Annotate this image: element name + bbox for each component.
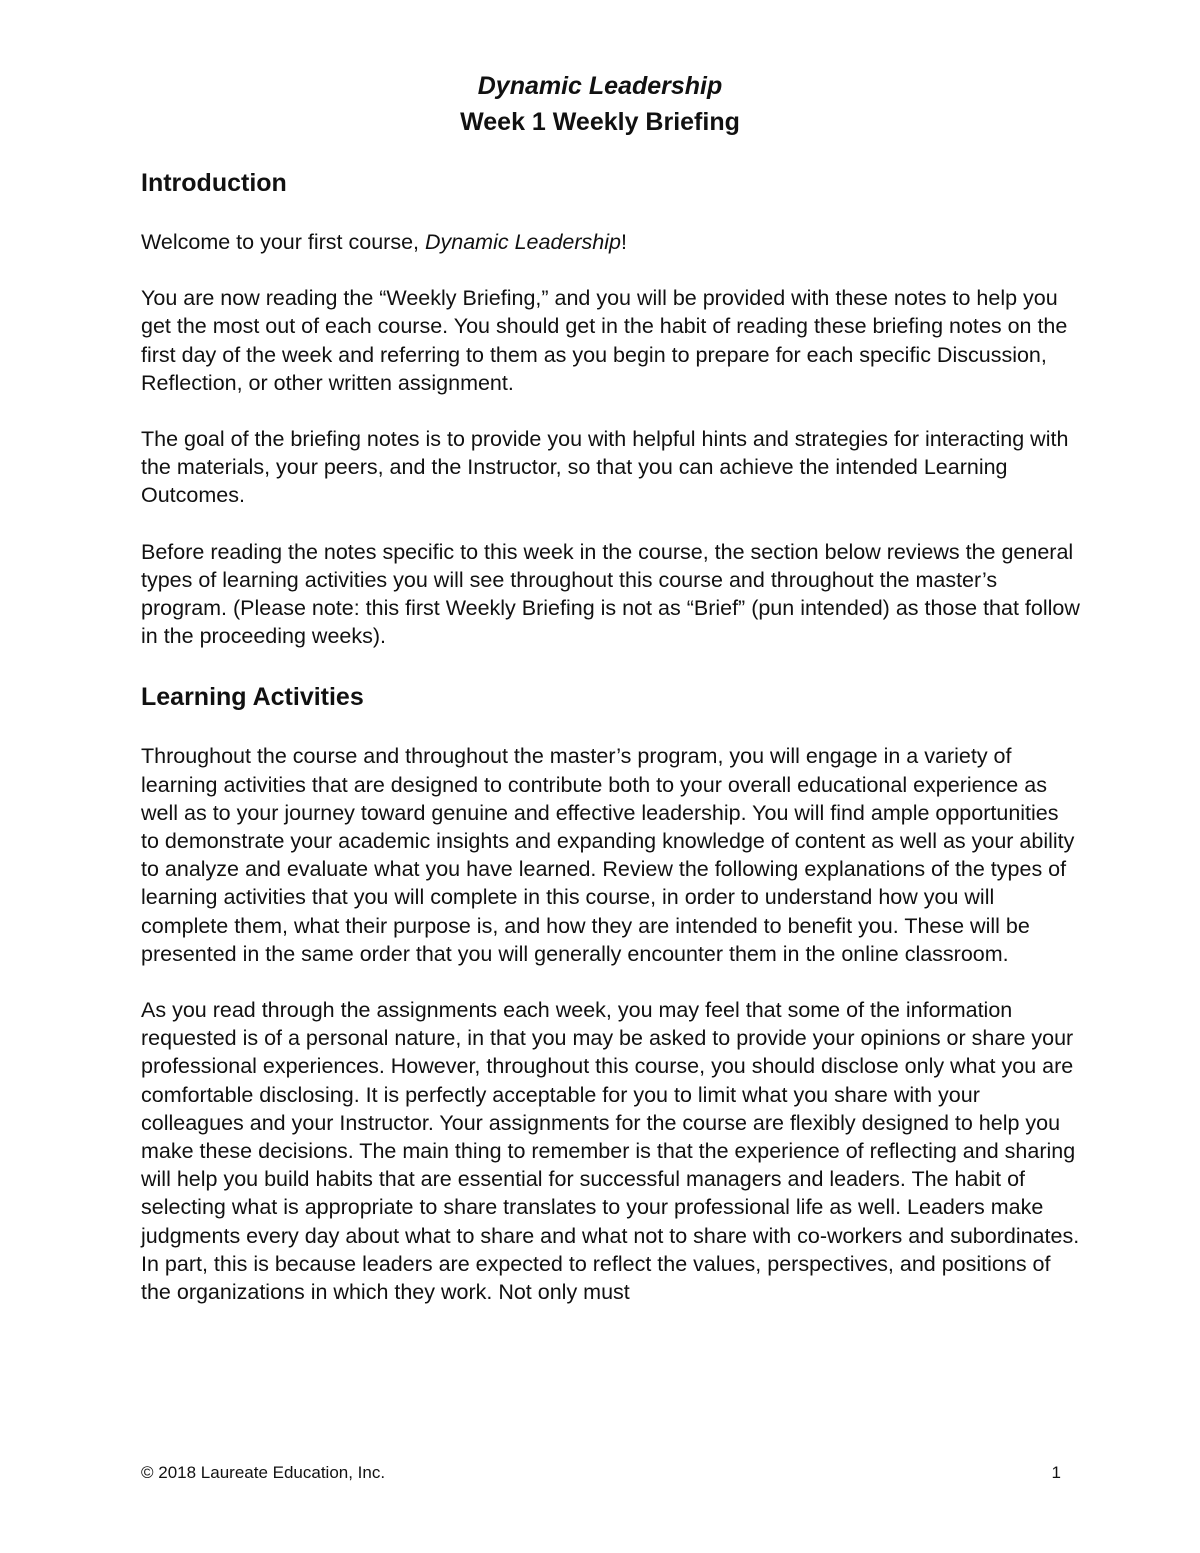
intro-paragraph-2: The goal of the briefing notes is to provide you with helpful hints and strategies for interacting with the materials, your peers, and the Instructor, so that you can achieve the intended Learning Outcomes. [141, 427, 1069, 508]
welcome-paragraph [141, 228, 1081, 256]
page-footer [141, 1462, 1061, 1484]
learning-paragraph-2: As you read through the assignments each week, you may feel that some of the information requested is of a personal nature, in that you may be asked to provide your opinions or share your professional experiences. However, throughout this course, you should disclose only what you are comfortable disclosing. It is perfectly acceptable for you to limit what you share with your colleagues and your Instructor. Your assignments for the course are flexibly designed to help you make these decisions. The main thing to remember is that the experience of reflecting and sharing will help you build habits that are essential for successful managers and leaders. The habit of selecting what is appropriate to share translates to your professional life as well. Leaders make judgments every day about what to share and what not to share with co-workers and subordinates. In part, this is because leaders are expected to reflect the values, perspectives, and positions of the organizations in which they work. Not only must [141, 998, 1080, 1305]
intro-paragraph-1: You are now reading the “Weekly Briefing,” and you will be provided with these notes to help you get the most out of each course. You should get in the habit of reading these briefing notes on the first day of the week and referring to them as you begin to prepare for each specific Discussion, Reflection, or other written assignment. [141, 286, 1068, 395]
document-body [141, 166, 1081, 1306]
document-title-block [0, 68, 1200, 140]
welcome-course-name: Dynamic Leadership [424, 230, 621, 254]
learning-activities-heading: Learning Activities [141, 683, 364, 712]
introduction-heading: Introduction [141, 169, 287, 197]
course-title: Dynamic Leadership [477, 72, 723, 100]
welcome-prefix: Welcome to your first course, [141, 230, 425, 254]
learning-paragraph-1: Throughout the course and throughout the master’s program, you will engage in a variety of learning activities that are designed to contribute both to your overall educational experience as well as to your journey toward genuine and effective leadership. You will find ample opportunities to demonstrate your academic insights and expanding knowledge of content as well as your ability to analyze and evaluate what you have learned. Review the following explanations of the types of learning activities that you will complete in this course, in order to understand how you will complete them, what their purpose is, and how they are intended to benefit you. These will be presented in the same order that you will generally encounter them in the online classroom. [141, 744, 1075, 966]
copyright-notice: © 2018 Laureate Education, Inc. [141, 1463, 386, 1482]
week-title: Week 1 Weekly Briefing [460, 108, 740, 136]
intro-paragraph-3: Before reading the notes specific to this week in the course, the section below reviews the general types of learning activities you will see throughout this course and throughout the master’s program. (Please note: this first Weekly Briefing is not as “Brief” (pun intended) as those that follow in the proceeding weeks). [141, 539, 1080, 649]
welcome-suffix: ! [620, 230, 627, 254]
page-number: 1 [1051, 1463, 1061, 1482]
